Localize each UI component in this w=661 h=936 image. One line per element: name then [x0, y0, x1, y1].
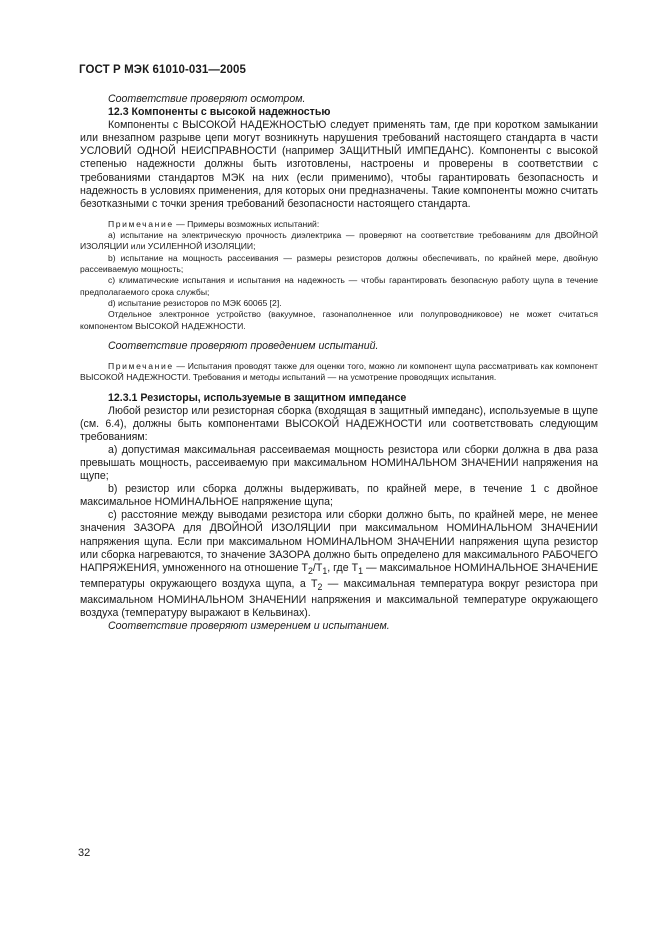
compliance-check-testing: Соответствие проверяют проведением испытаний.: [108, 339, 379, 352]
note-1-intro-text: — Примеры возможных испытаний:: [173, 218, 320, 229]
note-2-text: — Испытания проводят также для оценки того, можно ли компонент щупа рассматривать как компонент ВЫСОКОЙ НАДЕЖНОСТИ. Требования и методы испытаний — на усмотрение проводящих испытания.: [80, 360, 598, 383]
where-t: , где T: [327, 561, 359, 574]
section-12-3-1-item-b: b) резистор или сборка должны выдерживать, по крайней мере, в течение 1 с двойное максимальное НОМИНАЛЬНОЕ напряжение щупа;: [80, 483, 598, 509]
note-1-item-c: c) климатические испытания и испытания на надежность — чтобы гарантировать безопасную работу щупа в течение предполагаемого срока службы;: [80, 275, 598, 297]
section-12-3-paragraph: Компоненты с ВЫСОКОЙ НАДЕЖНОСТЬЮ следует применять там, где при коротком замыкании или внезапном разрыве цепи могут возникнуть нарушения требований настоящего стандарта в части УСЛОВИЙ ОДНОЙ НЕИСПРАВНОСТИ (например ЗАЩИТНЫЙ ИМПЕДАНС). Компоненты с высокой степенью надежности должны быть изготовлены, настроены и проверены в соответствии с требованиями стандартов МЭК на них (если применимо), чтобы гарантировать безопасность и надежность в условиях применения, для которых они предназначены. Такие компоненты можно считать безотказными с точки зрения требований безопасности настоящего стандарта.: [80, 119, 598, 210]
slash-t: /T: [312, 561, 323, 574]
section-12-3-1-intro: Любой резистор или резисторная сборка (входящая в защитный импеданс), используемые в щупе (см. 6.4), должны быть компонентами ВЫСОКОЙ НАДЕЖНОСТИ или соответствовать следующим требованиям:: [80, 404, 598, 443]
note-1-item-b: b) испытание на мощность рассеивания — размеры резисторов должны обеспечивать, по крайней мере, двойную рассеиваемую мощность;: [80, 252, 598, 275]
page-body: [80, 93, 598, 633]
note-1-intro: [80, 219, 598, 230]
note-1-extra: Отдельное электронное устройство (вакуумное, газонаполненное или полупроводниковое) не может считаться компонентом ВЫСОКОЙ НАДЕЖНОСТИ.: [80, 309, 598, 331]
section-12-3-1-item-c: [80, 509, 598, 620]
subscript-1: 1: [322, 565, 328, 576]
subscript-2: 2: [317, 582, 323, 593]
section-12-3-1-item-a: a) допустимая максимальная рассеиваемая мощность резистора или сборки должна в два раза превышать мощность, рассеиваемую при максимальном НОМИНАЛЬНОМ ЗНАЧЕНИИ напряжения на щупе;: [80, 443, 598, 483]
section-12-3-heading: 12.3 Компоненты с высокой надежностью: [108, 106, 331, 119]
subscript-2: 2: [307, 565, 313, 576]
note-label: Примечание: [108, 360, 174, 371]
note-1-item-a: a) испытание на электрическую прочность диэлектрика — проверяют на соответствие требованиям для ДВОЙНОЙ ИЗОЛЯЦИИ или УСИЛЕННОЙ ИЗОЛЯЦИИ;: [80, 230, 598, 252]
item-c-part1: c) расстояние между выводами резистора или сборки должно быть, по крайней мере, не менее значения ЗАЗОРА для ДВОЙНОЙ ИЗОЛЯЦИИ при максимальном НОМИНАЛЬНОМ ЗНАЧЕНИИ напряжения щупа. Если при максимальном НОМИНАЛЬНОМ ЗНАЧЕНИИ напряжения щупа резистор или сборка нагреваются, то значение ЗАЗОРА должно быть определено для максимального РАБОЧЕГО НАПРЯЖЕНИЯ, умноженного на отношение T: [80, 509, 598, 574]
note-1-item-d: d) испытание резисторов по МЭК 60065 [2].: [108, 297, 282, 308]
document-header: ГОСТ Р МЭК 61010-031—2005: [79, 64, 246, 76]
compliance-check-inspection: Соответствие проверяют осмотром.: [108, 93, 306, 105]
section-12-3-1-heading: 12.3.1 Резисторы, используемые в защитном импедансе: [108, 391, 407, 404]
note-label: Примечание: [108, 218, 174, 229]
item-c-part3: — максимальная температура вокруг резистора при максимальном НОМИНАЛЬНОМ ЗНАЧЕНИИ напряжения и максимальной температуре окружающего воздуха (температуру выражают в Кельвинах).: [80, 577, 598, 620]
note-2: [80, 361, 598, 384]
subscript-1: 1: [358, 565, 363, 576]
item-c-part2: — максимальное НОМИНАЛЬНОЕ ЗНАЧЕНИЕ температуры окружающего воздуха щупа, а T: [80, 561, 599, 590]
page-number: 32: [78, 847, 91, 859]
compliance-check-measurement: Соответствие проверяют измерением и испытанием.: [108, 620, 390, 633]
